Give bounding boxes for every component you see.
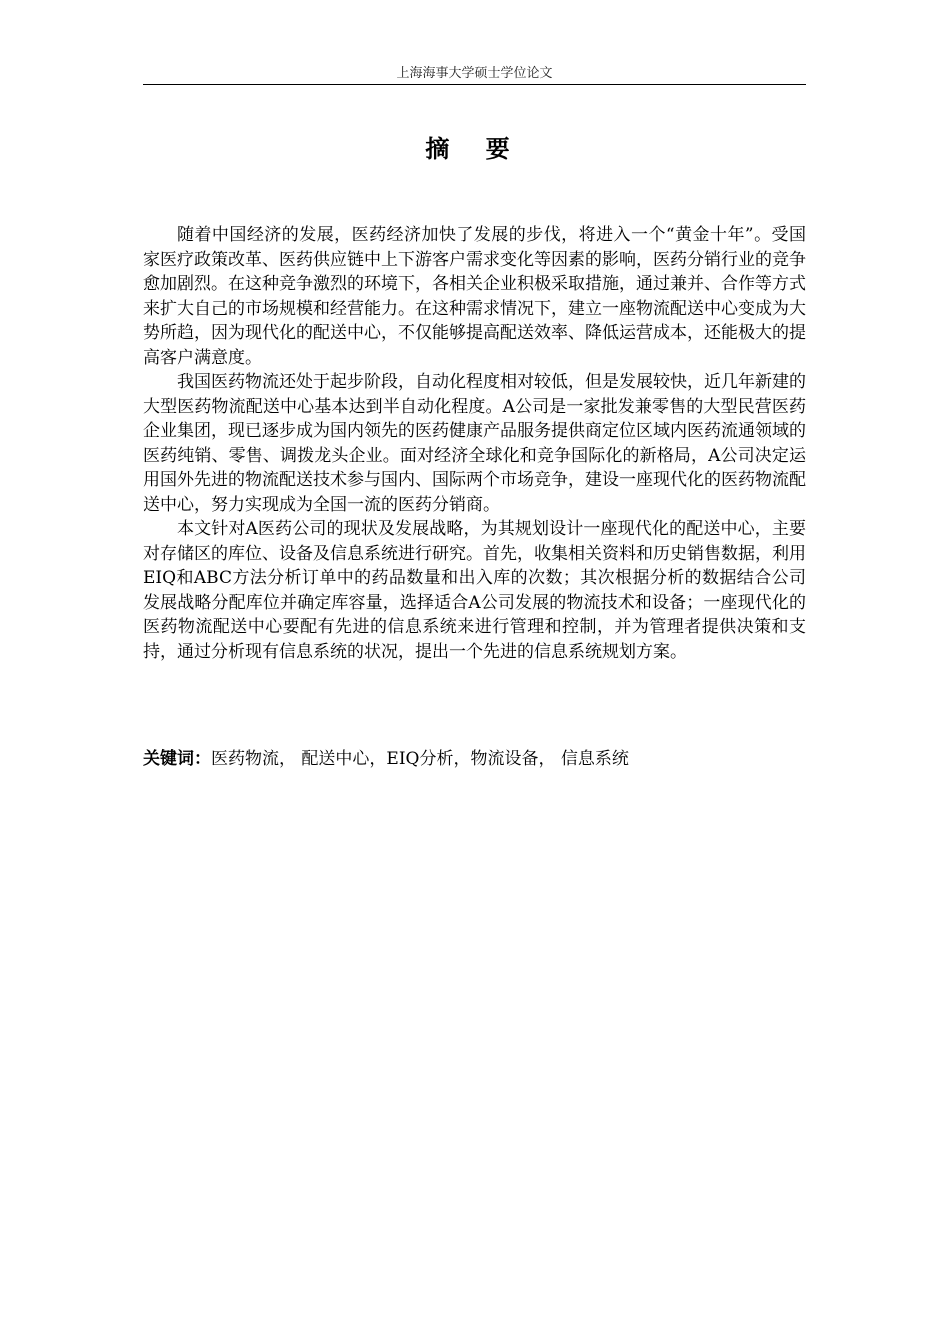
keywords-line <box>143 747 806 771</box>
keywords-text: 医药物流， 配送中心，EIQ分析，物流设备， 信息系统 <box>211 749 629 769</box>
running-header: 上海海事大学硕士学位论文 <box>396 66 553 81</box>
header-rule <box>143 84 806 85</box>
abstract-title: 摘 要 <box>425 134 524 163</box>
abstract-paragraph-3: 本文针对A医药公司的现状及发展战略，为其规划设计一座现代化的配送中心，主要对存储区的库位、设备及信息系统进行研究。首先，收集相关资料和历史销售数据，利用EIQ和ABC方法分析订单中的药品数量和出入库的次数；其次根据分析的数据结合公司发展战略分配库位并确定库容量，选择适合A公司发展的物流技术和设备；一座现代化的医药物流配送中心要配有先进的信息系统来进行管理和控制，并为管理者提供决策和支持，通过分析现有信息系统的状况，提出一个先进的信息系统规划方案。 <box>143 519 806 662</box>
abstract-paragraph-1: 随着中国经济的发展，医药经济加快了发展的步伐，将进入一个“黄金十年”。受国家医疗政策改革、医药供应链中上下游客户需求变化等因素的影响，医药分销行业的竞争愈加剧烈。在这种竞争激烈的环境下，各相关企业积极采取措施，通过兼并、合作等方式来扩大自己的市场规模和经营能力。在这种需求情况下，建立一座物流配送中心变成为大势所趋，因为现代化的配送中心，不仅能够提高配送效率、降低运营成本，还能极大的提高客户满意度。 <box>143 225 806 368</box>
abstract-paragraph-2: 我国医药物流还处于起步阶段，自动化程度相对较低，但是发展较快，近几年新建的大型医药物流配送中心基本达到半自动化程度。A公司是一家批发兼零售的大型民营医药企业集团，现已逐步成为国内领先的医药健康产品服务提供商定位区域内医药流通领域的医药纯销、零售、调拨龙头企业。面对经济全球化和竞争国际化的新格局，A公司决定运用国外先进的物流配送技术参与国内、国际两个市场竞争，建设一座现代化的医药物流配送中心，努力实现成为全国一流的医药分销商。 <box>143 372 806 515</box>
keywords-label: 关键词： <box>143 749 211 769</box>
abstract-body <box>143 223 806 664</box>
